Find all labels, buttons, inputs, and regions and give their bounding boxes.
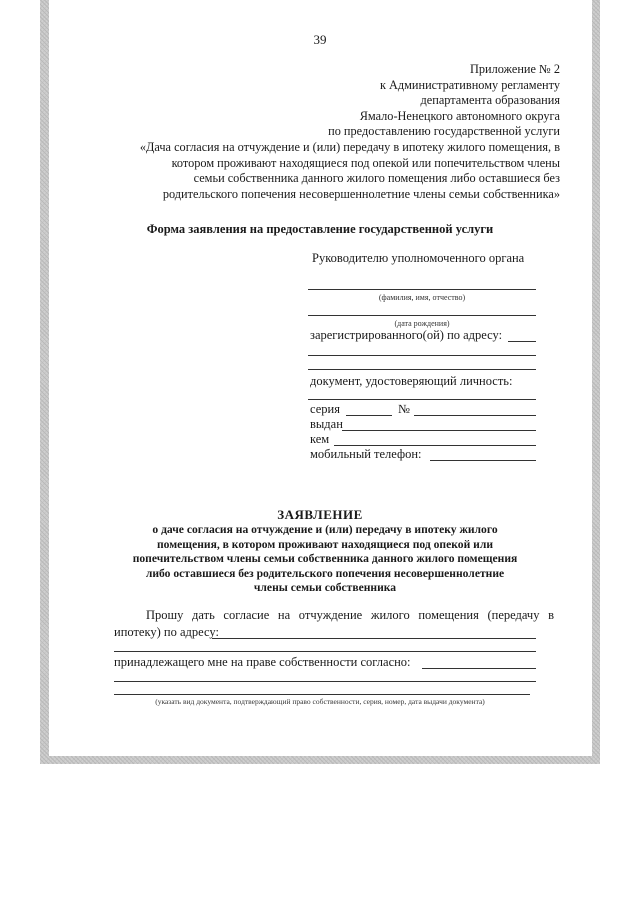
page-number: 39: [313, 32, 327, 47]
appendix-block: [140, 62, 560, 202]
issued-label: выдан: [310, 417, 343, 431]
property-address-line[interactable]: [212, 638, 536, 639]
ownership-doc-line-2[interactable]: [114, 681, 536, 682]
name-caption: (фамилия, имя, отчество): [378, 293, 466, 302]
appendix-line: департамента образования: [420, 93, 560, 108]
issued-field-line[interactable]: [342, 430, 536, 431]
number-field-line[interactable]: [414, 415, 536, 416]
address-field-line[interactable]: [508, 341, 536, 342]
id-document-label: документ, удостоверяющий личность:: [310, 374, 513, 388]
subject-line: помещения, в котором проживают находящиеся под опекой или: [156, 537, 494, 551]
number-label: №: [398, 402, 410, 416]
appendix-line: родительского попечения несовершеннолетние члены семьи собственника»: [162, 186, 560, 201]
subject-line: члены семьи собственника: [253, 581, 397, 595]
ownership-caption: (указать вид документа, подтверждающий право собственности, серия, номер, дата выдачи документа): [155, 697, 485, 706]
request-paragraph: Прошу дать согласие на отчуждение жилого помещения (передачу в ипотеку) по адресу:: [114, 608, 554, 639]
ownership-doc-line[interactable]: [422, 668, 536, 669]
property-address-line-2[interactable]: [114, 651, 536, 652]
appendix-line: «Дача согласия на отчуждение и (или) передачу в ипотеку жилого помещения, в: [139, 139, 560, 154]
birthdate-field-line[interactable]: [308, 315, 536, 316]
appendix-line: Ямало-Ненецкого автономного округа: [359, 108, 560, 123]
issued-by-field-line[interactable]: [334, 445, 536, 446]
id-document-field-line[interactable]: [308, 399, 536, 400]
appendix-line: к Административному регламенту: [379, 77, 560, 92]
appendix-line: по предоставлению государственной услуги: [328, 124, 560, 139]
ownership-doc-line-3[interactable]: [114, 694, 530, 695]
issued-by-label: кем: [310, 432, 330, 446]
subject-line: либо оставшиеся без родительского попечения несовершеннолетние: [145, 566, 505, 580]
addressee-label: Руководителю уполномоченного органа: [312, 251, 525, 265]
address-field-line-2[interactable]: [308, 355, 536, 356]
appendix-line: Приложение № 2: [469, 62, 560, 76]
phone-field-line[interactable]: [430, 460, 536, 461]
statement-subject: [110, 523, 540, 596]
appendix-line: семьи собственника данного жилого помещения либо оставшиеся без: [193, 171, 560, 186]
name-field-line[interactable]: [308, 289, 536, 290]
appendix-line: котором проживают находящиеся под опекой или попечительством члены: [171, 155, 560, 170]
ownership-label: принадлежащего мне на праве собственности согласно:: [114, 655, 411, 669]
phone-label: мобильный телефон:: [310, 447, 422, 461]
series-field-line[interactable]: [346, 415, 392, 416]
statement-heading: ЗАЯВЛЕНИЕ: [277, 507, 363, 522]
subject-line: о даче согласия на отчуждение и (или) передачу в ипотеку жилого: [152, 523, 498, 536]
subject-line: попечительством члены семьи собственника данного жилого помещения: [132, 552, 518, 566]
address-field-line-3[interactable]: [308, 369, 536, 370]
registered-label: зарегистрированного(ой) по адресу:: [310, 328, 503, 342]
birthdate-caption: (дата рождения): [394, 319, 450, 328]
series-label: серия: [310, 402, 340, 416]
form-title: Форма заявления на предоставление государственной услуги: [146, 222, 494, 236]
